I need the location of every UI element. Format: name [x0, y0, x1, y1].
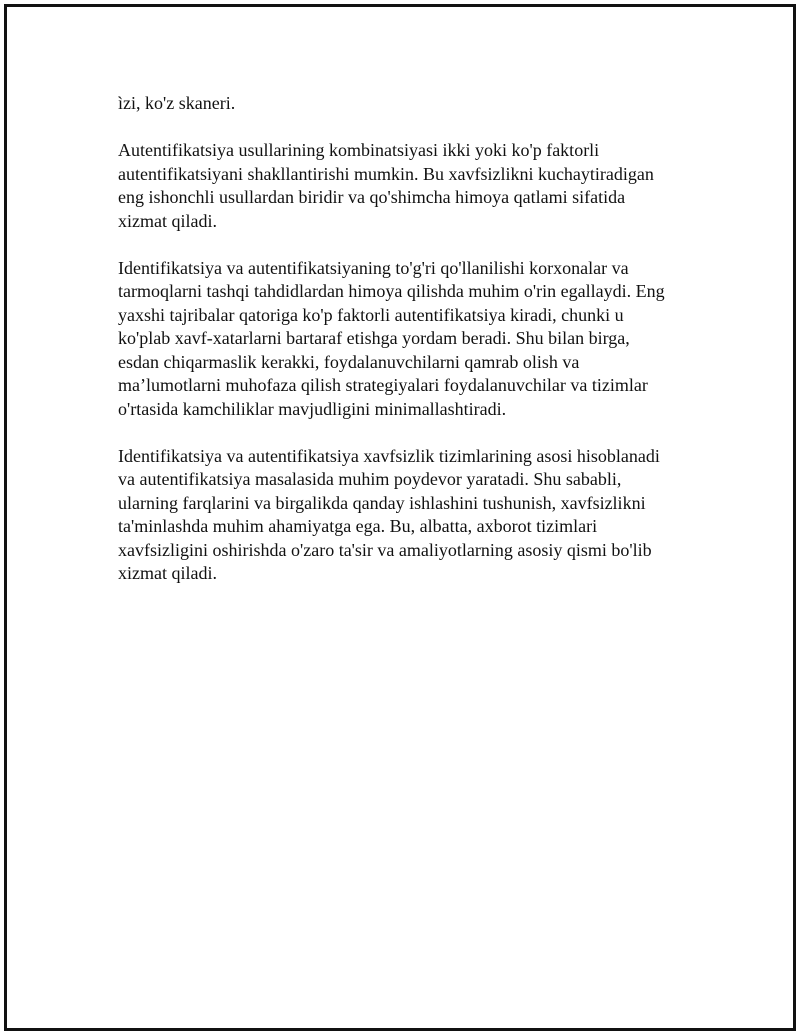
document-body [118, 92, 688, 609]
paragraph-authentication-combination: Autentifikatsiya usullarining kombinatsiyasi ikki yoki ko'p faktorli autentifikatsiyani shakllantirishi mumkin. Bu xavfsizlikni kuchaytiradigan eng ishonchli usullardan biridir va qo'shimcha himoya qatlami sifatida xizmat qiladi. [118, 140, 654, 231]
paragraph-conclusion: Identifikatsiya va autentifikatsiya xavfsizlik tizimlarining asosi hisoblanadi va autentifikatsiya masalasida muhim poydevor yaratadi. Shu sababli, ularning farqlarini va birgalikda qanday ishlashini tushunish, xavfsizlikni ta'minlashda muhim ahamiyatga ega. Bu, albatta, axborot tizimlari xavfsizligini oshirishda o'zaro ta'sir va amaliyotlarning asosiy qismi bo'lib xizmat qiladi. [118, 445, 660, 583]
paragraph-best-practices: Identifikatsiya va autentifikatsiyaning to'g'ri qo'llanilishi korxonalar va tarmoqlarni tashqi tahdidlardan himoya qilishda muhim o'rin egallaydi. Eng yaxshi tajribalar qatoriga ko'p faktorli autentifikatsiya kiradi, chunki u ko'plab xavf-xatarlarni bartaraf etishga yordam beradi. Shu bilan birga, esdan chiqarmaslik kerakki, foydalanuvchilarni qamrab olish va ma’lumotlarni muhofaza qilish strategiyalari foydalanuvchilar va tizimlar o'rtasida kamchiliklar mavjudligini minimallashtiradi. [118, 257, 665, 419]
paragraph-fragment: ìzi, ko'z skaneri. [118, 93, 236, 113]
